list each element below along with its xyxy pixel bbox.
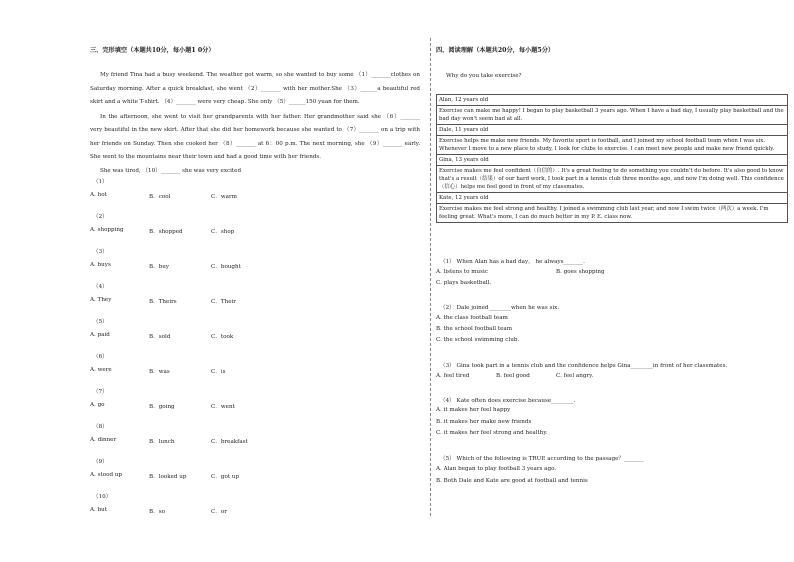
- cloze-question-number: （8）: [93, 424, 108, 430]
- cloze-question-number: （4）: [93, 284, 108, 290]
- column-divider: [430, 38, 431, 516]
- cloze-options: [90, 332, 310, 342]
- cloze-options: [90, 262, 310, 272]
- cloze-section: [90, 0, 425, 562]
- person-name: Alan, 12 years old: [437, 95, 788, 106]
- option-b: B．cool: [149, 194, 171, 200]
- cloze-title: 三、完形填空（本题共10分，每小题1 0分）: [90, 47, 215, 54]
- cloze-options: [90, 367, 310, 377]
- cloze-question-number: （5）: [93, 319, 108, 325]
- person-text: Exercise makes me feel strong and healthy. I joined a swimming club last year, and now I swim twice（两次）a week. I'm feeling great. What's more, I can do much better in my P. E. class now.: [437, 204, 788, 223]
- reading-question-4: （4） Kate often does exercise because________.: [440, 398, 576, 404]
- person-name: Dale, 11 years old: [437, 125, 788, 136]
- reading-question-heading: Why do you take exercise?: [446, 73, 522, 79]
- cloze-options: [90, 227, 310, 237]
- option: C. plays basketball.: [436, 280, 492, 286]
- cloze-options: [90, 507, 310, 517]
- option-b: B．going: [149, 404, 175, 410]
- option-c: C．or: [211, 509, 227, 515]
- cloze-question-number: （2）: [93, 214, 108, 220]
- reading-question-1: （1） When Alan has a bad day， he always_______.: [440, 259, 585, 265]
- passage-paragraph-2: In the afternoon, she went to visit her grandparents with her father. Her grandmother said she （6）_______ very beautiful in the new skirt. After that she did her homework because she wanted to （7）_______ on a trip with her friends on Sunday. Then she cooked her （8）_______ at 6：00 p.m. The next morning, she （9）_______ early. She went to the mountains near their town and had a good time with her friends.: [90, 113, 420, 160]
- reading-question-2: （2） Dale joined________when he was six.: [440, 305, 560, 311]
- option-c: C．got up: [211, 474, 240, 480]
- option-b: B．buy: [149, 264, 170, 270]
- option-a: A. dinner: [90, 437, 117, 443]
- reading-question-3: （3） Gina took part in a tennis club and the confidence helps Gina________in front of her classmates.: [440, 363, 728, 369]
- option-c: C．Their: [211, 299, 236, 305]
- option-b: B．so: [149, 509, 165, 515]
- cloze-question-number: （3）: [93, 249, 108, 255]
- option: A. it makes her feel happy: [436, 407, 511, 413]
- option: B. it makes her make new friends: [436, 419, 532, 425]
- option-b: B．shopped: [149, 229, 183, 235]
- cloze-passage: [90, 69, 420, 178]
- option: B. feel good: [496, 373, 530, 379]
- option-b: B．Theirs: [149, 299, 177, 305]
- cloze-question-number: （10）: [93, 494, 112, 500]
- person-text: Exercise can make me happy! I began to play basketball 3 years ago. When I have a bad day, I usually play basketball and the bad day won't seem bad at all.: [437, 106, 788, 125]
- option-c: C．warm: [211, 194, 237, 200]
- option-c: C．bought: [211, 264, 241, 270]
- option-a: A. They: [90, 297, 112, 303]
- cloze-question-number: （9）: [93, 459, 108, 465]
- option-c: C．shop: [211, 229, 235, 235]
- option-a: A. go: [90, 402, 105, 408]
- option-c: C．is: [211, 369, 226, 375]
- option-c: C．went: [211, 404, 235, 410]
- option-b: B．was: [149, 369, 170, 375]
- option: A. listens to music: [436, 269, 488, 275]
- option: B. the school football team: [436, 326, 513, 332]
- option-b: B．lunch: [149, 439, 175, 445]
- option-a: A. but: [90, 507, 108, 513]
- person-text: Exercise helps me make new friends. My favorite sport is football, and I joined my school football team when I was six. Whenever I move to a new place to study, I look for clubs to exercise. I can meet new people and make new friend quickly.: [437, 136, 788, 155]
- option: B. goes shopping: [556, 269, 605, 275]
- option: A. the class football team: [436, 315, 508, 321]
- option: A. Alan began to play football 3 years ago.: [436, 466, 557, 472]
- cloze-options: [90, 192, 310, 202]
- option-a: A. stood up: [90, 472, 122, 478]
- option: C. the school swimming club.: [436, 337, 520, 343]
- cloze-options: [90, 297, 310, 307]
- person-name: Gina, 13 years old: [437, 155, 788, 166]
- cloze-options: [90, 472, 310, 482]
- option: C. feel angry.: [556, 373, 594, 379]
- option-b: B．looked up: [149, 474, 187, 480]
- option-a: A. paid: [90, 332, 110, 338]
- cloze-question-number: （1）: [93, 179, 108, 185]
- passage-paragraph-3: She was tired, （10）_______ she was very excited: [100, 167, 242, 174]
- option-a: A. were: [90, 367, 112, 373]
- reading-table: [436, 94, 788, 223]
- option-a: A. buys: [90, 262, 111, 268]
- option-b: B．sold: [149, 334, 171, 340]
- person-text: Exercise makes me feel confident（自信的）. It's a great feeling to do something you couldn't do before. It's also good to know that's a result（结果）of our hard work, I took part in a tennis club three months ago, and now I'm doing well. This confidence（信心）helps me feel good in front of my classmates.: [437, 166, 788, 193]
- option: C. it makes her feel strong and healthy.: [436, 430, 548, 436]
- reading-section: [436, 0, 788, 562]
- option-a: A. hot: [90, 192, 107, 198]
- cloze-question-number: （6）: [93, 354, 108, 360]
- reading-title: 四、阅读理解（本题共20分，每小题5分）: [436, 47, 555, 54]
- reading-question-5: （5） Which of the following is TRUE according to the passage？_______: [440, 456, 644, 462]
- passage-paragraph-1: My friend Tina had a busy weekend. The weather got warm, so she wanted to buy some （1）_______clothes on Saturday morning. After a quick breakfast, she went （2）_______ with her mother.She （3）______a beautiful red skirt and a white T-shirt. （4）_______ were very cheap. She only （5）______150 yuan for them.: [90, 72, 420, 105]
- cloze-question-number: （7）: [93, 389, 108, 395]
- option: B. Both Dale and Kate are good at football and tennis: [436, 478, 588, 484]
- option-a: A. shopping: [90, 227, 124, 233]
- option-c: C．took: [211, 334, 234, 340]
- person-name: Kate, 12 years old: [437, 193, 788, 204]
- cloze-options: [90, 402, 310, 412]
- option: A. feel tired: [436, 373, 470, 379]
- option-c: C．breakfast: [211, 439, 248, 445]
- cloze-options: [90, 437, 310, 447]
